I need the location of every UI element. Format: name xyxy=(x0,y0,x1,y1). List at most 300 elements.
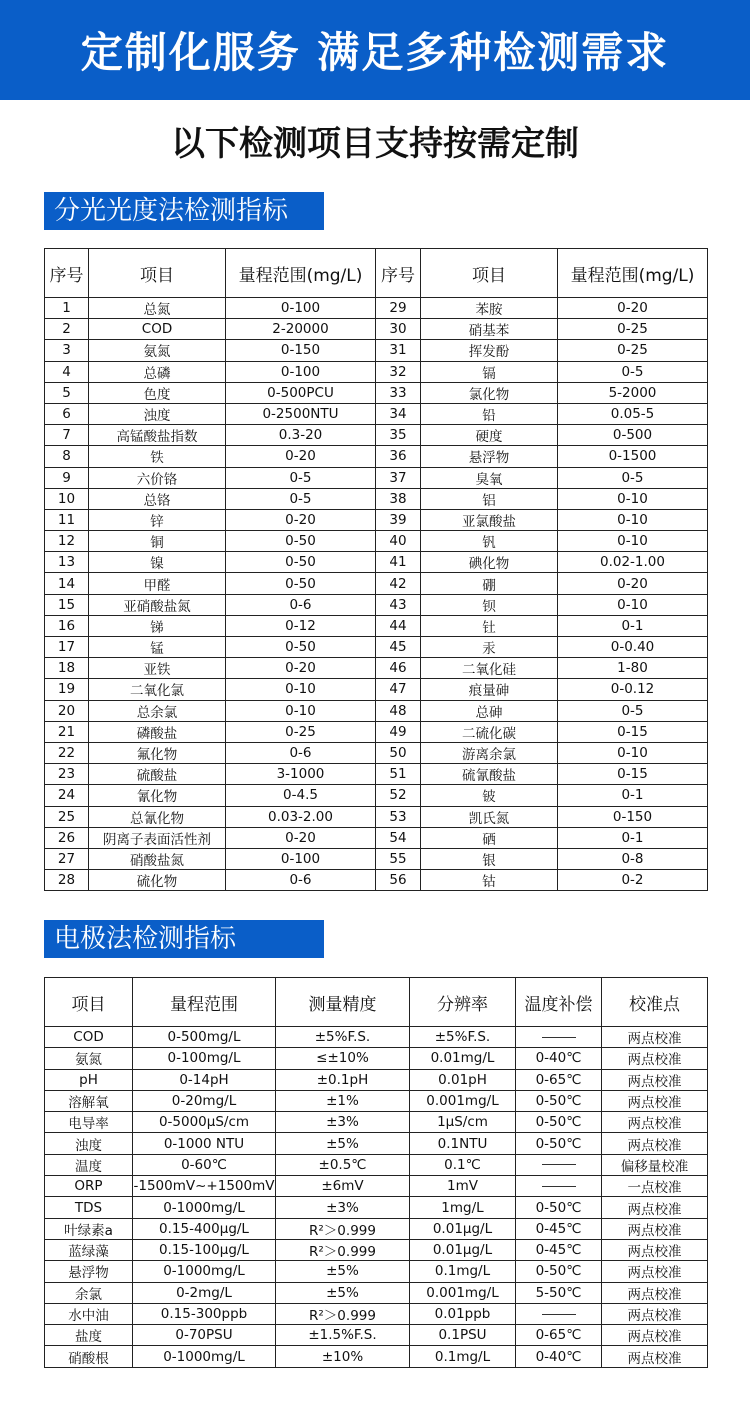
header-range: 量程范围(mg/L) xyxy=(558,249,708,298)
table-cell: 两点校准 xyxy=(602,1090,708,1111)
section-label-electrode: 电极法检测指标 xyxy=(44,920,324,958)
table-cell: 二氧化氯 xyxy=(89,679,226,700)
table-cell: 48 xyxy=(376,700,421,721)
table-cell: 0-6 xyxy=(226,870,376,891)
table-row xyxy=(45,679,708,700)
header-index: 序号 xyxy=(45,249,89,298)
table-cell: 高锰酸盐指数 xyxy=(89,425,226,446)
table-cell: 亚铁 xyxy=(89,658,226,679)
table-cell: 0-10 xyxy=(226,700,376,721)
table-cell: 19 xyxy=(45,679,89,700)
table-row xyxy=(45,319,708,340)
table-cell: COD xyxy=(45,1027,133,1048)
table-cell: 5-2000 xyxy=(558,382,708,403)
table-cell: 0-1000 NTU xyxy=(133,1133,276,1154)
table-cell: 0.01μg/L xyxy=(410,1239,516,1260)
table-cell: 磷酸盐 xyxy=(89,721,226,742)
table-row xyxy=(45,1112,708,1133)
table-cell: 总铬 xyxy=(89,488,226,509)
table-row xyxy=(45,1303,708,1324)
table-row xyxy=(45,700,708,721)
table-cell: 0-65℃ xyxy=(516,1325,602,1346)
table-cell: 硫氰酸盐 xyxy=(421,764,558,785)
table-cell: 4 xyxy=(45,361,89,382)
table-cell: 0-45℃ xyxy=(516,1218,602,1239)
header-item: 项目 xyxy=(421,249,558,298)
table-cell: 0-1 xyxy=(558,827,708,848)
table-cell: ±1% xyxy=(276,1090,410,1111)
table-cell: 两点校准 xyxy=(602,1112,708,1133)
table-cell: 1mV xyxy=(410,1176,516,1197)
table-cell: 银 xyxy=(421,848,558,869)
table-cell: 5 xyxy=(45,382,89,403)
table-cell: 0-1 xyxy=(558,615,708,636)
table-cell: 挥发酚 xyxy=(421,340,558,361)
table-cell: 0.01ppb xyxy=(410,1303,516,1324)
table-cell: 钴 xyxy=(421,870,558,891)
table-cell: 余氯 xyxy=(45,1282,133,1303)
table-cell: 电导率 xyxy=(45,1112,133,1133)
table-cell: R²＞0.999 xyxy=(276,1303,410,1324)
table-cell: 53 xyxy=(376,806,421,827)
table-row xyxy=(45,1346,708,1367)
table-row xyxy=(45,615,708,636)
table-cell: 锑 xyxy=(89,615,226,636)
table-cell: 0-20mg/L xyxy=(133,1090,276,1111)
table-cell: 40 xyxy=(376,531,421,552)
table-cell: 38 xyxy=(376,488,421,509)
table-row xyxy=(45,721,708,742)
table-cell: 0.001mg/L xyxy=(410,1282,516,1303)
table-cell: 总砷 xyxy=(421,700,558,721)
table-cell: 硼 xyxy=(421,573,558,594)
table-cell: 二硫化碳 xyxy=(421,721,558,742)
table-cell: 0.15-300ppb xyxy=(133,1303,276,1324)
table-cell xyxy=(516,1154,602,1175)
header-item: 项目 xyxy=(89,249,226,298)
table-cell: 蓝绿藻 xyxy=(45,1239,133,1260)
dash-icon xyxy=(542,1314,576,1315)
dash-icon xyxy=(542,1164,576,1165)
table-cell: ±5%F.S. xyxy=(410,1027,516,1048)
table-cell: 11 xyxy=(45,509,89,530)
table-cell: 两点校准 xyxy=(602,1197,708,1218)
table-cell: 0.1mg/L xyxy=(410,1346,516,1367)
table-cell: 硝酸根 xyxy=(45,1346,133,1367)
table-cell: 0-5 xyxy=(226,488,376,509)
table-row xyxy=(45,340,708,361)
table-cell: 钍 xyxy=(421,615,558,636)
table-cell: 0.01mg/L xyxy=(410,1048,516,1069)
table-cell: 溶解氧 xyxy=(45,1090,133,1111)
table-row xyxy=(45,1176,708,1197)
table-row xyxy=(45,785,708,806)
table-cell: 镍 xyxy=(89,552,226,573)
table-cell: 0-6 xyxy=(226,742,376,763)
table-cell: 0-500PCU xyxy=(226,382,376,403)
table-cell: 0-50 xyxy=(226,531,376,552)
table-cell: 两点校准 xyxy=(602,1218,708,1239)
table-cell: 0.01pH xyxy=(410,1069,516,1090)
table-cell: 14 xyxy=(45,573,89,594)
table-cell: 35 xyxy=(376,425,421,446)
table-cell: 7 xyxy=(45,425,89,446)
table-cell: 55 xyxy=(376,848,421,869)
dash-icon xyxy=(542,1186,576,1187)
table-cell: 46 xyxy=(376,658,421,679)
table-cell: 0.1NTU xyxy=(410,1133,516,1154)
table-cell: 甲醛 xyxy=(89,573,226,594)
table-cell: 0-50 xyxy=(226,552,376,573)
header-item: 项目 xyxy=(45,978,133,1027)
dash-icon xyxy=(542,1037,576,1038)
table-row xyxy=(45,531,708,552)
table-cell xyxy=(516,1176,602,1197)
table-cell: 0-70PSU xyxy=(133,1325,276,1346)
table-cell: 铜 xyxy=(89,531,226,552)
table-cell: 偏移量校准 xyxy=(602,1154,708,1175)
table-row xyxy=(45,764,708,785)
table-row xyxy=(45,1261,708,1282)
table-cell: 56 xyxy=(376,870,421,891)
table-cell: 15 xyxy=(45,594,89,615)
table-row xyxy=(45,552,708,573)
table-cell: 50 xyxy=(376,742,421,763)
table-cell: 凯氏氮 xyxy=(421,806,558,827)
table-cell: 两点校准 xyxy=(602,1133,708,1154)
table-cell: 色度 xyxy=(89,382,226,403)
table-header-row xyxy=(45,249,708,298)
table-cell: 钒 xyxy=(421,531,558,552)
table-cell: 0-5 xyxy=(558,700,708,721)
header-temp-comp: 温度补偿 xyxy=(516,978,602,1027)
table-row xyxy=(45,403,708,424)
table-cell: 16 xyxy=(45,615,89,636)
table-cell: 0-10 xyxy=(558,488,708,509)
table-cell: 两点校准 xyxy=(602,1048,708,1069)
table-cell: 33 xyxy=(376,382,421,403)
table-cell: 0.03-2.00 xyxy=(226,806,376,827)
table-cell: 0-4.5 xyxy=(226,785,376,806)
table-cell: 5-50℃ xyxy=(516,1282,602,1303)
table-cell: 28 xyxy=(45,870,89,891)
table-cell: 0-5 xyxy=(558,361,708,382)
table-cell: ORP xyxy=(45,1176,133,1197)
table-cell: 两点校准 xyxy=(602,1239,708,1260)
table-cell: 8 xyxy=(45,446,89,467)
table-cell: 总磷 xyxy=(89,361,226,382)
table-cell: ±5% xyxy=(276,1282,410,1303)
table-cell: ±3% xyxy=(276,1112,410,1133)
table-cell: 0-50 xyxy=(226,637,376,658)
table-cell: 汞 xyxy=(421,637,558,658)
table-cell: 水中油 xyxy=(45,1303,133,1324)
table-cell: 0-50℃ xyxy=(516,1133,602,1154)
table-cell: 两点校准 xyxy=(602,1069,708,1090)
table-cell: 42 xyxy=(376,573,421,594)
table-cell: 叶绿素a xyxy=(45,1218,133,1239)
table-cell: 温度 xyxy=(45,1154,133,1175)
table-cell: 45 xyxy=(376,637,421,658)
table-cell: 0-20 xyxy=(226,658,376,679)
table-cell: 六价铬 xyxy=(89,467,226,488)
table-cell: 0-1500 xyxy=(558,446,708,467)
table-cell: 氨氮 xyxy=(45,1048,133,1069)
table-cell: 硝酸盐氮 xyxy=(89,848,226,869)
table-cell: TDS xyxy=(45,1197,133,1218)
table-cell: 0-15 xyxy=(558,764,708,785)
table-cell: 44 xyxy=(376,615,421,636)
table-row xyxy=(45,361,708,382)
table-cell: 0-100 xyxy=(226,848,376,869)
table-cell: 0-6 xyxy=(226,594,376,615)
table-cell: 0-1 xyxy=(558,785,708,806)
table-row xyxy=(45,1027,708,1048)
table-cell: 0-500mg/L xyxy=(133,1027,276,1048)
table-cell: 0-0.40 xyxy=(558,637,708,658)
table-cell: ±5% xyxy=(276,1261,410,1282)
table-cell: 1mg/L xyxy=(410,1197,516,1218)
table-cell: 1 xyxy=(45,298,89,319)
table-cell: 0-100 xyxy=(226,298,376,319)
table-header-row xyxy=(45,978,708,1027)
table-cell: pH xyxy=(45,1069,133,1090)
table-row xyxy=(45,1239,708,1260)
table-cell: 0-5000μS/cm xyxy=(133,1112,276,1133)
table-cell: 硝基苯 xyxy=(421,319,558,340)
table-cell: 硒 xyxy=(421,827,558,848)
table-cell: 0-1000mg/L xyxy=(133,1261,276,1282)
table-row xyxy=(45,806,708,827)
table-cell: 6 xyxy=(45,403,89,424)
table-cell: 0-10 xyxy=(226,679,376,700)
table-cell: 21 xyxy=(45,721,89,742)
table-cell: 0-1000mg/L xyxy=(133,1197,276,1218)
table-cell: 0-20 xyxy=(226,446,376,467)
table-cell: 浊度 xyxy=(45,1133,133,1154)
table-cell: 铝 xyxy=(421,488,558,509)
table-cell: 悬浮物 xyxy=(421,446,558,467)
table-cell: 52 xyxy=(376,785,421,806)
table-cell: 2 xyxy=(45,319,89,340)
table-cell: 游离余氯 xyxy=(421,742,558,763)
table-row xyxy=(45,1154,708,1175)
table-cell: -1500mV~+1500mV xyxy=(133,1176,276,1197)
table-cell: 1-80 xyxy=(558,658,708,679)
table-cell: 0-50℃ xyxy=(516,1090,602,1111)
table-row xyxy=(45,848,708,869)
table-cell: 0.05-5 xyxy=(558,403,708,424)
table-cell: ±3% xyxy=(276,1197,410,1218)
table-cell: 总余氯 xyxy=(89,700,226,721)
table-row xyxy=(45,488,708,509)
table-cell: 3-1000 xyxy=(226,764,376,785)
table-cell: 两点校准 xyxy=(602,1282,708,1303)
table-cell: 锌 xyxy=(89,509,226,530)
table-row xyxy=(45,467,708,488)
table-cell: 铁 xyxy=(89,446,226,467)
table-cell: 两点校准 xyxy=(602,1303,708,1324)
table-cell: 碘化物 xyxy=(421,552,558,573)
table-cell: 0-150 xyxy=(558,806,708,827)
spectrophotometry-table xyxy=(44,248,708,891)
table-cell: 铍 xyxy=(421,785,558,806)
header-index: 序号 xyxy=(376,249,421,298)
table-cell: 13 xyxy=(45,552,89,573)
table-cell: 0-100 xyxy=(226,361,376,382)
header-range: 量程范围(mg/L) xyxy=(226,249,376,298)
table-cell: 29 xyxy=(376,298,421,319)
table-cell: 0-2mg/L xyxy=(133,1282,276,1303)
table-cell: 0-20 xyxy=(226,509,376,530)
table-cell: R²＞0.999 xyxy=(276,1218,410,1239)
table-cell: 二氧化硅 xyxy=(421,658,558,679)
table-cell: 亚硝酸盐氮 xyxy=(89,594,226,615)
table-cell: 47 xyxy=(376,679,421,700)
table-cell: 氟化物 xyxy=(89,742,226,763)
table-cell: 0.1℃ xyxy=(410,1154,516,1175)
table-cell: ≤±10% xyxy=(276,1048,410,1069)
table-cell: 一点校准 xyxy=(602,1176,708,1197)
table-cell: 0-8 xyxy=(558,848,708,869)
table-row xyxy=(45,637,708,658)
table-row xyxy=(45,742,708,763)
table-cell: 24 xyxy=(45,785,89,806)
table-cell: ±0.1pH xyxy=(276,1069,410,1090)
table-row xyxy=(45,425,708,446)
table-row xyxy=(45,298,708,319)
table-row xyxy=(45,1218,708,1239)
table-cell: 0.001mg/L xyxy=(410,1090,516,1111)
table-cell: 硫酸盐 xyxy=(89,764,226,785)
table-cell: 27 xyxy=(45,848,89,869)
table-row xyxy=(45,509,708,530)
table-cell: 32 xyxy=(376,361,421,382)
table-cell: 氰化物 xyxy=(89,785,226,806)
table-cell: 总氰化物 xyxy=(89,806,226,827)
section-label-spectrophotometry: 分光光度法检测指标 xyxy=(44,192,324,230)
table-cell xyxy=(516,1027,602,1048)
table-cell: 0.1mg/L xyxy=(410,1261,516,1282)
table-cell: 总氮 xyxy=(89,298,226,319)
table-row xyxy=(45,594,708,615)
table-cell: 臭氧 xyxy=(421,467,558,488)
table-row xyxy=(45,658,708,679)
header-calibration: 校准点 xyxy=(602,978,708,1027)
table-cell: 0-25 xyxy=(558,340,708,361)
table-row xyxy=(45,1197,708,1218)
table-cell: 22 xyxy=(45,742,89,763)
table-cell: 36 xyxy=(376,446,421,467)
table-cell: ±1.5%F.S. xyxy=(276,1325,410,1346)
table-cell: 0-50℃ xyxy=(516,1261,602,1282)
table-cell: 2-20000 xyxy=(226,319,376,340)
table-cell: 0-2500NTU xyxy=(226,403,376,424)
table-cell: 0-150 xyxy=(226,340,376,361)
table-cell: 0-5 xyxy=(558,467,708,488)
table-cell: 氯化物 xyxy=(421,382,558,403)
table-cell: 钡 xyxy=(421,594,558,615)
table-cell: 37 xyxy=(376,467,421,488)
table-cell: 硫化物 xyxy=(89,870,226,891)
table-row xyxy=(45,870,708,891)
table-cell: 浊度 xyxy=(89,403,226,424)
table-cell: 两点校准 xyxy=(602,1346,708,1367)
table-cell: 0-10 xyxy=(558,509,708,530)
table-cell: 镉 xyxy=(421,361,558,382)
table-cell: 硬度 xyxy=(421,425,558,446)
table-cell: 34 xyxy=(376,403,421,424)
table-cell: 0-65℃ xyxy=(516,1069,602,1090)
table-cell: 0-10 xyxy=(558,531,708,552)
table-cell: 0-14pH xyxy=(133,1069,276,1090)
table-cell: 0.15-100μg/L xyxy=(133,1239,276,1260)
table-cell: 30 xyxy=(376,319,421,340)
table-cell: 0.01μg/L xyxy=(410,1218,516,1239)
table-cell: 0-40℃ xyxy=(516,1048,602,1069)
banner-title: 定制化服务 满足多种检测需求 xyxy=(0,0,750,100)
table-cell: 0-500 xyxy=(558,425,708,446)
table-cell: 0-10 xyxy=(558,742,708,763)
table-cell: 悬浮物 xyxy=(45,1261,133,1282)
table-cell: 痕量砷 xyxy=(421,679,558,700)
table-cell: 0-50 xyxy=(226,573,376,594)
table-cell: 0-25 xyxy=(558,319,708,340)
table-cell: ±10% xyxy=(276,1346,410,1367)
table-cell: 两点校准 xyxy=(602,1261,708,1282)
page-subtitle: 以下检测项目支持按需定制 xyxy=(171,124,579,164)
table-cell: 两点校准 xyxy=(602,1027,708,1048)
table-cell: 0-1000mg/L xyxy=(133,1346,276,1367)
table-cell: 18 xyxy=(45,658,89,679)
table-cell: 23 xyxy=(45,764,89,785)
table-row xyxy=(45,573,708,594)
table-cell: 0-50℃ xyxy=(516,1112,602,1133)
table-row xyxy=(45,382,708,403)
table-cell: 0-100mg/L xyxy=(133,1048,276,1069)
table-cell: 氨氮 xyxy=(89,340,226,361)
table-cell: 0-20 xyxy=(226,827,376,848)
table-cell: 0-15 xyxy=(558,721,708,742)
table-cell: ±5%F.S. xyxy=(276,1027,410,1048)
table-cell: 12 xyxy=(45,531,89,552)
table-cell: 43 xyxy=(376,594,421,615)
electrode-table xyxy=(44,977,708,1368)
table-cell: 26 xyxy=(45,827,89,848)
table-cell: 0.1PSU xyxy=(410,1325,516,1346)
table-cell: 49 xyxy=(376,721,421,742)
table-cell: 41 xyxy=(376,552,421,573)
table-cell: 17 xyxy=(45,637,89,658)
table-cell: ±0.5℃ xyxy=(276,1154,410,1175)
table-cell: 39 xyxy=(376,509,421,530)
table-cell: 阴离子表面活性剂 xyxy=(89,827,226,848)
table-cell: 盐度 xyxy=(45,1325,133,1346)
table-cell: 0-10 xyxy=(558,594,708,615)
table-cell: 铅 xyxy=(421,403,558,424)
table-cell: 9 xyxy=(45,467,89,488)
header-resolution: 分辨率 xyxy=(410,978,516,1027)
table-cell: ±5% xyxy=(276,1133,410,1154)
table-row xyxy=(45,1048,708,1069)
table-cell: 0.02-1.00 xyxy=(558,552,708,573)
table-cell: 31 xyxy=(376,340,421,361)
table-cell: COD xyxy=(89,319,226,340)
table-row xyxy=(45,827,708,848)
table-cell: 0-40℃ xyxy=(516,1346,602,1367)
table-cell: 锰 xyxy=(89,637,226,658)
table-cell xyxy=(516,1303,602,1324)
